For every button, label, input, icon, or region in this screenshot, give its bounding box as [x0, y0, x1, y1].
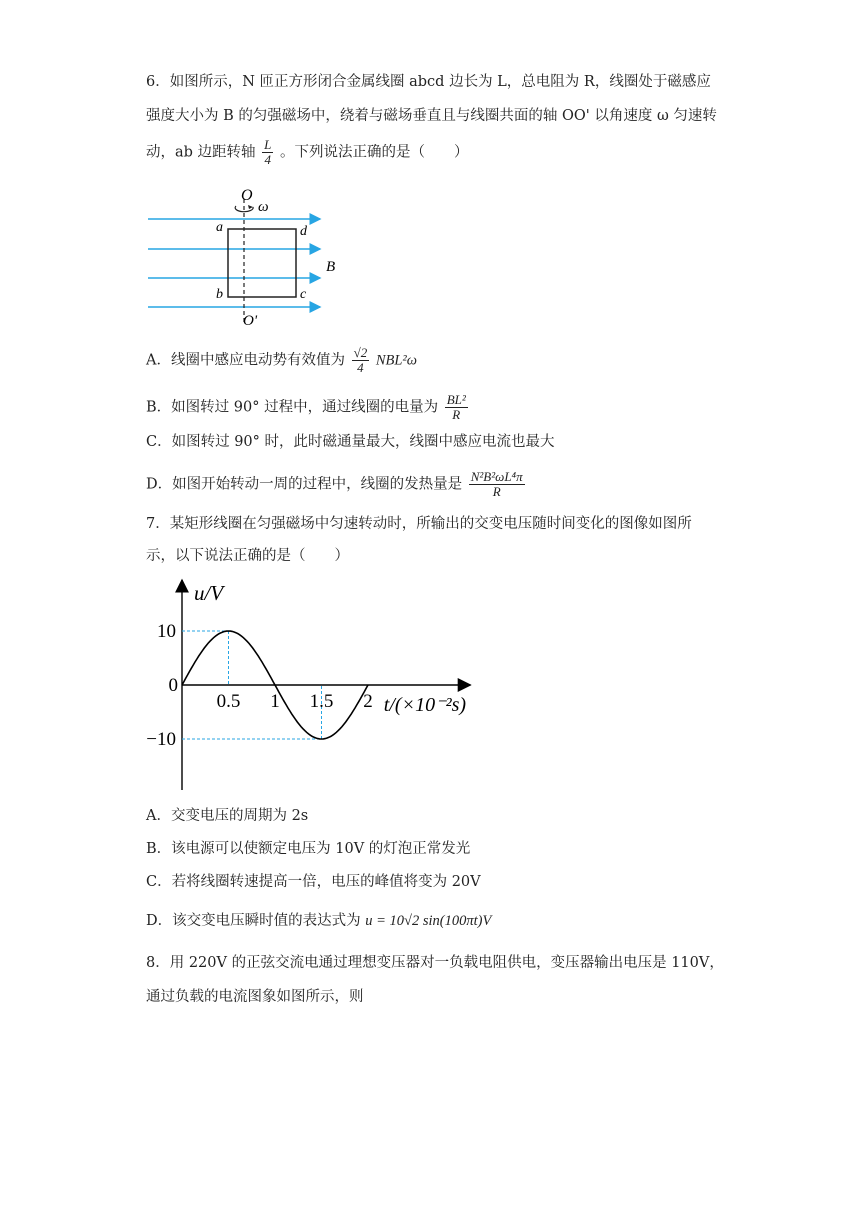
q7-option-d-text: D．该交变电压瞬时值的表达式为	[146, 913, 361, 929]
x-tick-label: 1	[270, 691, 280, 712]
q7-option-a: A．交变电压的周期为 2s	[146, 808, 309, 824]
q6-option-a-num: √2	[353, 345, 368, 360]
q6-option-d	[146, 470, 527, 499]
axis-bottom-label: O'	[243, 313, 258, 329]
field-label: B	[326, 259, 336, 275]
q6-option-b-den: R	[452, 407, 461, 422]
q8-line1: 8．用 220V 的正弦交流电通过理想变压器对一负载电阻供电，变压器输出电压是 110V，	[146, 955, 724, 971]
coil-figure	[140, 185, 340, 330]
q6-frac-den: 4	[264, 152, 272, 167]
q7-option-d	[146, 911, 491, 931]
q7-option-d-expr: u = 10√2 sin(100πt)V	[365, 913, 492, 929]
q8-line2: 通过负载的电流图象如图所示，则	[146, 989, 364, 1005]
q6-line3	[146, 138, 469, 167]
q6-line2: 强度大小为 B 的匀强磁场中，绕着与磁场垂直且与线圈共面的轴 OO' 以角速度 ω 匀速转	[146, 108, 717, 124]
q6-option-d-num: N²B²ωL⁴π	[470, 469, 523, 484]
corner-b: b	[216, 287, 223, 302]
axis-top-label: O	[241, 187, 253, 204]
q7-option-b: B．该电源可以使额定电压为 10V 的灯泡正常发光	[146, 841, 471, 857]
q6-option-a-fraction	[352, 346, 370, 375]
q6-line3-pre: 动，ab 边距转轴	[146, 144, 256, 161]
q6-line1: 6．如图所示，N 匝正方形闭合金属线圈 abcd 边长为 L，总电阻为 R，线圈处于磁感应	[146, 74, 711, 90]
y-tick-label: 0	[168, 675, 178, 696]
coil-square	[228, 229, 296, 297]
q6-option-a-text: A．线圈中感应电动势有效值为	[146, 352, 345, 369]
x-axis-label: t/(×10⁻²s)	[383, 694, 467, 716]
corner-c: c	[300, 287, 307, 302]
q7-line1: 7．某矩形线圈在匀强磁场中匀速转动时，所输出的交变电压随时间变化的图像如图所	[146, 516, 692, 532]
q6-option-b-num: BL²	[446, 392, 466, 407]
q6-fraction	[262, 138, 273, 167]
x-tick-label: 2	[363, 691, 373, 712]
q6-option-a-expr: NBL²ω	[375, 352, 418, 369]
q6-option-d-fraction	[469, 470, 525, 499]
x-tick-label: 0.5	[216, 691, 241, 712]
q6-frac-num: L	[264, 137, 272, 152]
q6-option-d-den: R	[492, 484, 501, 499]
corner-a: a	[216, 220, 223, 235]
q6-option-c: C．如图转过 90° 时，此时磁通量最大，线圈中感应电流也最大	[146, 434, 555, 450]
y-tick-label: 10	[157, 621, 176, 642]
q6-option-d-text: D．如图开始转动一周的过程中，线圈的发热量是	[146, 476, 463, 493]
corner-d: d	[300, 224, 307, 239]
q6-option-b	[146, 393, 470, 422]
voltage-chart	[140, 572, 500, 797]
y-tick-label: −10	[146, 729, 176, 750]
q6-option-a-den: 4	[357, 360, 364, 375]
q6-line3-post: 。下列说法正确的是（ ）	[280, 144, 469, 161]
y-axis-label: u/V	[194, 581, 224, 605]
q6-option-a	[146, 346, 417, 375]
omega-label: ω	[258, 199, 269, 215]
x-tick-label: 1.5	[309, 691, 334, 712]
q7-line2: 示，以下说法正确的是（ ）	[146, 548, 349, 564]
q7-option-c: C．若将线圈转速提高一倍，电压的峰值将变为 20V	[146, 874, 481, 890]
q6-option-b-text: B．如图转过 90° 过程中，通过线圈的电量为	[146, 399, 439, 416]
q6-option-b-fraction	[445, 393, 468, 422]
